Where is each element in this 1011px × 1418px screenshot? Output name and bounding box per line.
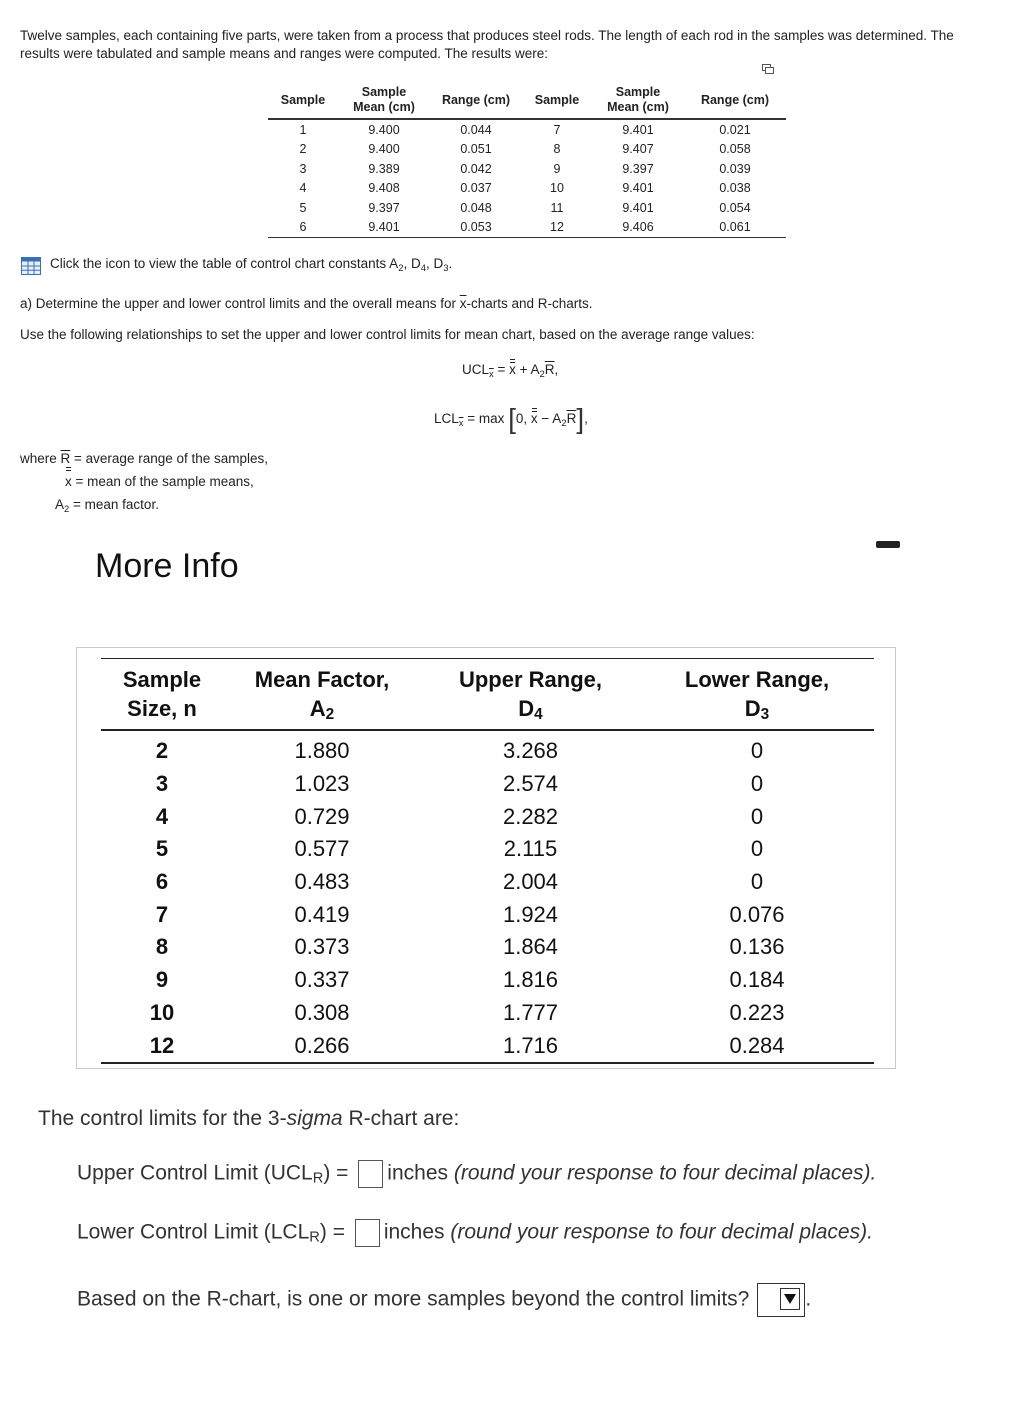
sample-cell-a-sample: 5 (299, 200, 307, 215)
constants-row (101, 964, 874, 997)
constants-row (101, 833, 874, 866)
constants-link[interactable] (50, 256, 453, 274)
header-mean-factor-line2: A (309, 696, 326, 721)
constants-cell-d4: 2.574 (502, 771, 559, 797)
beyond-limits-select[interactable] (757, 1283, 805, 1317)
part-a-pre: a) Determine the upper and lower control limits and the overall means for (20, 296, 460, 311)
sample-cell-a-range: 0.037 (460, 181, 492, 196)
constants-cell-n: 12 (149, 1032, 175, 1058)
header-sample-2: Sample (534, 92, 580, 107)
header-upper-range (421, 659, 640, 731)
dropdown-arrow-icon (780, 1288, 800, 1310)
r-chart-intro (38, 1107, 459, 1131)
header-sample-mean-2-line2: Mean (cm) (607, 100, 669, 114)
ucl-formula-sub-2: 2 (539, 369, 545, 380)
ucl-input[interactable] (358, 1160, 383, 1188)
sample-cell-b-mean: 9.407 (622, 142, 654, 157)
header-lower-range-sub: 3 (760, 706, 770, 723)
header-sample-mean-line1: Sample (361, 85, 407, 99)
constants-cell-d3: 0 (750, 738, 764, 764)
copy-icon[interactable] (762, 64, 774, 74)
constants-link-end: . (448, 256, 453, 271)
sample-row (268, 198, 786, 218)
sample-cell-b-range: 0.054 (719, 200, 751, 215)
constants-link-sep2: , D (425, 256, 444, 271)
ucl-formula (462, 362, 559, 380)
sample-cell-b-mean: 9.397 (622, 161, 654, 176)
header-sample: Sample (280, 92, 326, 107)
lcl-input[interactable] (355, 1219, 380, 1247)
sample-cell-a-sample: 6 (299, 220, 307, 235)
constants-cell-a2: 0.337 (294, 967, 350, 993)
ucl-formula-label: UCL (462, 362, 490, 377)
sample-cell-a-mean: 9.397 (368, 200, 400, 215)
sample-cell-b-range: 0.061 (719, 220, 751, 235)
minimize-icon[interactable] (876, 541, 900, 548)
sample-cell-a-sample: 3 (299, 161, 307, 176)
constants-cell-n: 7 (155, 901, 169, 927)
sample-cell-a-sample: 1 (299, 122, 307, 137)
sample-cell-a-mean: 9.408 (368, 181, 400, 196)
header-lower-range-line1: Lower Range, (684, 667, 830, 692)
lcl-formula-right-bracket: ] (576, 403, 585, 434)
header-sample-size-line1: Sample (122, 667, 202, 692)
relationships-text: Use the following relationships to set the upper and lower control limits for mean chart, based on the average range values: (20, 327, 755, 342)
sample-cell-a-range: 0.044 (460, 122, 492, 137)
header-mean-factor (223, 659, 421, 731)
constants-row (101, 997, 874, 1030)
beyond-limits-question (77, 1283, 811, 1317)
constants-row (101, 898, 874, 931)
constants-cell-n: 6 (155, 869, 169, 895)
part-a-post: -charts and R-charts. (466, 296, 593, 311)
constants-cell-d4: 2.282 (502, 803, 559, 829)
where-x-def: = mean of the sample means, (71, 474, 254, 489)
more-info-title: More Info (95, 547, 239, 585)
constants-row (101, 730, 874, 768)
constants-row (101, 768, 874, 801)
header-sample-mean-2 (592, 82, 684, 119)
lcl-formula-max: = max (463, 411, 509, 426)
constants-cell-n: 10 (149, 999, 175, 1025)
lcl-question-label: Lower Control Limit (LCL (77, 1220, 310, 1244)
sample-cell-a-mean: 9.400 (368, 122, 400, 137)
header-sample-mean-line2: Mean (cm) (353, 100, 415, 114)
sample-row (268, 179, 786, 199)
ucl-question-hint: (round your response to four decimal places). (453, 1161, 877, 1185)
where-a-sub: 2 (64, 504, 70, 515)
where-r-def: = average range of the samples, (70, 451, 269, 466)
where-definitions (20, 447, 268, 516)
constants-cell-d3: 0.136 (729, 934, 785, 960)
constants-row (101, 1029, 874, 1063)
sample-cell-b-sample: 11 (550, 200, 564, 215)
header-upper-range-line2: D (518, 696, 535, 721)
constants-table (101, 658, 874, 1064)
lcl-question-hint: (round your response to four decimal places). (450, 1220, 873, 1244)
sample-row (268, 119, 786, 140)
where-a-def: = mean factor. (69, 497, 159, 512)
constants-cell-d4: 1.816 (502, 967, 559, 993)
constants-panel (76, 647, 896, 1069)
ucl-formula-plus: + A (515, 362, 540, 377)
sample-cell-b-mean: 9.406 (622, 220, 654, 235)
sample-cell-b-mean: 9.401 (622, 181, 654, 196)
ucl-question (77, 1160, 876, 1188)
table-grid-icon[interactable] (21, 257, 41, 275)
constants-cell-d3: 0.076 (729, 901, 785, 927)
constants-cell-a2: 1.880 (294, 738, 350, 764)
header-range-2: Range (cm) (700, 92, 770, 107)
lcl-formula-minus: − A (537, 411, 562, 426)
ucl-formula-sub-x: x (489, 369, 494, 380)
header-upper-range-sub: 4 (534, 706, 543, 723)
lcl-question-units: inches (383, 1220, 451, 1244)
header-sample-mean (338, 82, 430, 119)
constants-cell-d4: 2.115 (503, 836, 558, 862)
sample-cell-b-range: 0.038 (719, 181, 751, 196)
constants-cell-n: 3 (155, 771, 169, 797)
part-a-x-bar: $\overline{x}$ (459, 296, 467, 311)
lcl-formula-label: LCL (434, 411, 459, 426)
lcl-question-close: ) = (319, 1220, 351, 1244)
constants-link-sub-a2: 2 (398, 263, 404, 274)
lcl-formula-r-bar: $\overline{R}$ (566, 411, 577, 426)
constants-cell-d4: 3.268 (502, 738, 559, 764)
sample-cell-a-mean: 9.401 (368, 220, 400, 235)
constants-cell-n: 8 (155, 934, 169, 960)
constants-cell-d4: 1.716 (502, 1032, 559, 1058)
constants-cell-a2: 0.266 (294, 1032, 350, 1058)
r-chart-intro-sigma: sigma (286, 1107, 343, 1130)
constants-cell-n: 4 (155, 803, 169, 829)
samples-table (268, 82, 786, 238)
sample-cell-b-mean: 9.401 (622, 200, 654, 215)
ucl-formula-x-double-bar: x (509, 362, 516, 377)
intro-text: Twelve samples, each containing five parts, were taken from a process that produces steel rods. The length of each rod in the samples was determined. The results were tabulated and sample means and ranges were computed. The results were: (20, 28, 954, 61)
constants-cell-d3: 0 (750, 803, 764, 829)
ucl-question-sub: R (312, 1170, 324, 1187)
sample-cell-a-range: 0.042 (460, 161, 492, 176)
constants-cell-d3: 0 (750, 836, 764, 862)
constants-cell-a2: 1.023 (294, 771, 350, 797)
beyond-limits-end: . (805, 1287, 812, 1311)
header-mean-factor-sub: 2 (325, 706, 335, 723)
sample-cell-a-range: 0.053 (460, 220, 492, 235)
sample-cell-a-range: 0.051 (460, 142, 492, 157)
lcl-formula-left-bracket: [ (508, 403, 516, 434)
header-range: Range (cm) (441, 92, 511, 107)
where-word: where (20, 451, 61, 466)
sample-cell-a-mean: 9.389 (368, 161, 400, 176)
constants-cell-d3: 0.284 (729, 1032, 785, 1058)
sample-cell-b-sample: 7 (553, 122, 561, 137)
header-sample-mean-2-line1: Sample (615, 85, 661, 99)
lcl-question (77, 1219, 873, 1247)
beyond-limits-text: Based on the R-chart, is one or more samples beyond the control limits? (77, 1287, 750, 1311)
sample-cell-b-range: 0.058 (719, 142, 751, 157)
lcl-question-sub: R (309, 1229, 320, 1246)
where-r-bar-row (20, 447, 268, 470)
sample-cell-b-sample: 12 (550, 220, 564, 235)
constants-row (101, 931, 874, 964)
ucl-question-units: inches (387, 1161, 454, 1185)
sample-cell-b-range: 0.039 (719, 161, 751, 176)
header-mean-factor-line1: Mean Factor, (254, 667, 390, 692)
header-upper-range-line1: Upper Range, (458, 667, 603, 692)
constants-cell-d3: 0.184 (729, 967, 785, 993)
sample-cell-a-range: 0.048 (460, 200, 492, 215)
constants-cell-a2: 0.308 (294, 999, 350, 1025)
lcl-formula-x-double-bar: x (530, 411, 538, 426)
sample-cell-b-sample: 10 (550, 181, 564, 196)
r-chart-intro-post: R-chart are: (342, 1107, 460, 1130)
lcl-formula-zero: 0, (515, 411, 531, 426)
where-x-row (20, 470, 268, 493)
r-chart-intro-pre: The control limits for the 3- (38, 1107, 287, 1130)
constants-cell-a2: 0.373 (294, 934, 350, 960)
constants-cell-n: 5 (155, 836, 169, 862)
sample-cell-a-sample: 2 (299, 142, 307, 157)
sample-row (268, 159, 786, 179)
constants-cell-d3: 0.223 (729, 999, 785, 1025)
constants-row (101, 800, 874, 833)
constants-cell-d4: 1.864 (502, 934, 559, 960)
lcl-formula-sub-2: 2 (561, 418, 567, 429)
sample-cell-b-sample: 8 (553, 142, 561, 157)
lcl-formula-end: , (584, 411, 588, 426)
where-a: A (55, 497, 65, 512)
constants-cell-d3: 0 (750, 869, 764, 895)
header-sample-size (101, 659, 223, 731)
constants-cell-d3: 0 (750, 771, 764, 797)
ucl-question-close: ) = (323, 1161, 355, 1185)
constants-cell-a2: 0.419 (294, 901, 350, 927)
sample-cell-b-mean: 9.401 (622, 122, 654, 137)
sample-cell-a-sample: 4 (299, 181, 307, 196)
constants-row (101, 866, 874, 899)
sample-row (268, 218, 786, 238)
sample-row (268, 140, 786, 160)
header-lower-range-line2: D (744, 696, 761, 721)
constants-cell-a2: 0.577 (294, 836, 350, 862)
constants-cell-d4: 1.777 (502, 999, 559, 1025)
header-sample-size-line2: Size, n (127, 696, 197, 721)
where-x-double-bar: x (65, 470, 72, 493)
constants-cell-n: 9 (155, 967, 169, 993)
constants-link-sep1: , D (403, 256, 421, 271)
constants-cell-a2: 0.729 (294, 803, 350, 829)
constants-link-sub-d4: 4 (420, 263, 426, 274)
where-a2-row (20, 493, 268, 516)
ucl-formula-end: , (554, 362, 559, 377)
constants-cell-n: 2 (155, 738, 169, 764)
header-lower-range (640, 659, 874, 731)
sample-cell-b-sample: 9 (553, 161, 561, 176)
constants-link-sub-d3: 3 (443, 263, 449, 274)
constants-cell-d4: 1.924 (502, 901, 559, 927)
lcl-formula (434, 403, 588, 435)
where-r-bar: $\overline{R}$ (60, 451, 71, 466)
constants-link-text: Click the icon to view the table of control chart constants A (50, 256, 399, 271)
sample-cell-b-range: 0.021 (719, 122, 751, 137)
ucl-question-label: Upper Control Limit (UCL (77, 1161, 313, 1185)
lcl-formula-sub-x: x (458, 418, 464, 429)
ucl-formula-r-bar: $\overline{R}$ (544, 362, 555, 377)
constants-cell-a2: 0.483 (294, 869, 350, 895)
ucl-formula-eq: = (493, 362, 510, 377)
part-a-instructions (20, 295, 593, 313)
constants-cell-d4: 2.004 (502, 869, 559, 895)
sample-cell-a-mean: 9.400 (368, 142, 400, 157)
